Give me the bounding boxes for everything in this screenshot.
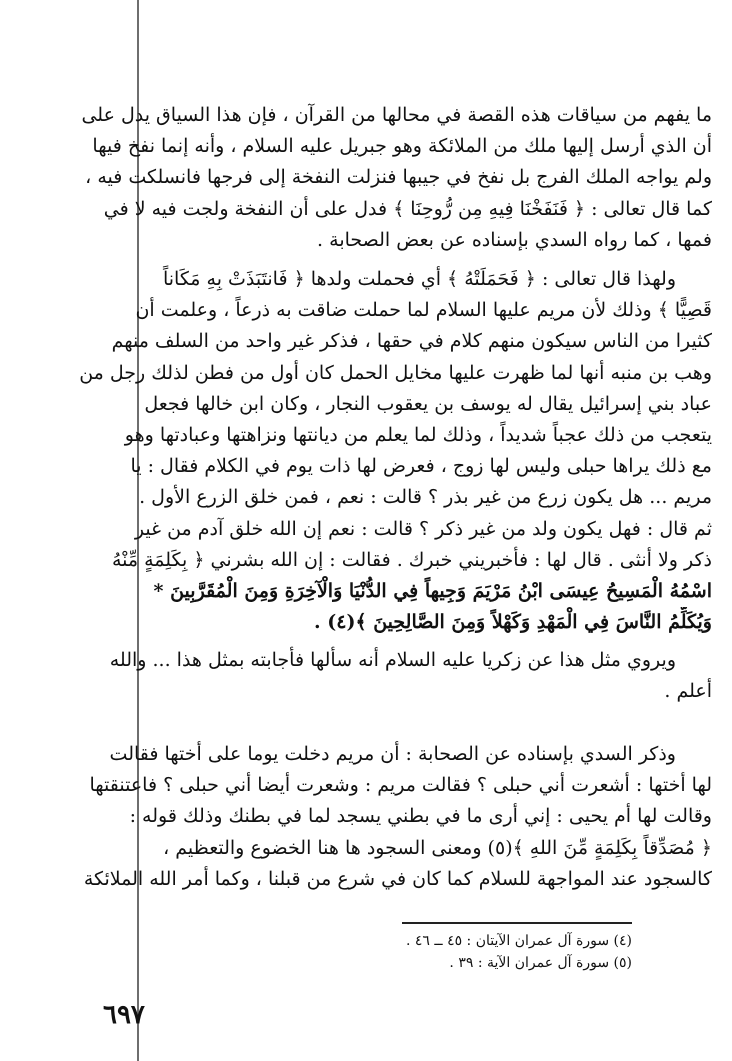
text-line: فمها ، كما رواه السدي بإسناده عن بعض الصحابة . — [317, 228, 712, 251]
text-line: قَصِيًّا ﴾ وذلك لأن مريم عليها السلام لما حملت ضاقت به ذرعاً ، وعلمت أن — [135, 299, 712, 322]
text-line: وقالت لها أم يحيى : إني أرى ما في بطني يسجد لما في بطنك وذلك قوله : — [129, 805, 712, 828]
paragraph-2 — [60, 264, 712, 638]
page-number: ٦٩٧ — [103, 1000, 145, 1030]
text-line: لها أختها : أشعرت أني حبلى ؟ فقالت مريم : وشعرت أيضا أني حبلى ؟ فاعتنقتها — [89, 774, 712, 797]
text-line: مع ذلك يراها حبلى وليس لها زوج ، فعرض لها ذات يوم في الكلام فقال : يا — [130, 455, 712, 478]
text-line: كثيرا من الناس سيكون منهم كلام في حقها ، فذكر غير واحد من السلف منهم — [111, 330, 712, 353]
paragraph-3 — [60, 645, 712, 707]
text-line: أعلم . — [664, 680, 712, 703]
text-line: وذكر السدي بإسناده عن الصحابة : أن مريم دخلت يوما على أختها فقالت — [109, 743, 676, 765]
text-line: وهب بن منبه أنها لما ظهرت عليها مخايل الحمل كان أول من فطن لذلك رجل من — [79, 361, 712, 384]
text-line: ﴿ مُصَدِّقاً بِكَلِمَةٍ مِّنَ اللهِ ﴾(٥) ومعنى السجود ها هنا الخضوع والتعظيم ، — [163, 836, 712, 859]
quran-verse-line: اسْمُهُ الْمَسِيحُ عِيسَى ابْنُ مَرْيَمَ وَجِيهاً فِي الدُّنْيَا وَالْآخِرَةِ وَمِنَ الْمُقَرَّبِينَ * — [153, 580, 712, 603]
text-line: ويروي مثل هذا عن زكريا عليه السلام أنه سألها فأجابته بمثل هذا ... والله — [109, 649, 676, 671]
text-line: عباد بني إسرائيل يقال له يوسف بن يعقوب النجار ، وكان ابن خالها فجعل — [144, 392, 712, 415]
quran-verse-line: وَيُكَلِّمُ النَّاسَ فِي الْمَهْدِ وَكَهْلاً وَمِنَ الصَّالِحِينَ ﴾(٤) . — [314, 611, 712, 634]
text-line: كالسجود عند المواجهة للسلام كما كان في شرع من قبلنا ، وكما أمر الله الملائكة — [83, 867, 712, 890]
text-line: يتعجب من ذلك عجباً شديداً ، وذلك لما يعلم من ديانتها ونزاهتها وعبادتها وهو — [124, 424, 712, 447]
text-line: أن الذي أرسل إليها ملك من الملائكة وهو جبريل عليه السلام ، وأنه إنما نفخ فيها — [92, 135, 712, 158]
text-line: مريم ... هل يكون زرع من غير بذر ؟ قالت : نعم ، فمن خلق الزرع الأول . — [139, 486, 712, 509]
paragraph-1 — [60, 100, 712, 256]
footnote: (٥) سورة آل عمران الآية : ٣٩ . — [449, 955, 632, 971]
footnotes — [132, 930, 632, 974]
footnote-divider — [402, 922, 632, 924]
text-line: ذكر ولا أنثى . قال لها : فأخبريني خبرك . فقالت : إن الله بشرني ﴿ بِكَلِمَةٍ مِّنْهُ — [111, 548, 712, 571]
text-line: ولم يواجه الملك الفرج بل نفخ في جيبها فنزلت النفخة إلى فرجها فانسلكت فيه ، — [85, 166, 712, 189]
text-line: ولهذا قال تعالى : ﴿ فَحَمَلَتْهُ ﴾ أي فحملت ولدها ﴿ فَانتَبَذَتْ بِهِ مَكَاناً — [162, 268, 676, 290]
footnote: (٤) سورة آل عمران الآيتان : ٤٥ ــ ٤٦ . — [406, 933, 632, 949]
paragraph-4 — [60, 739, 712, 895]
text-line: ثم قال : فهل يكون ولد من غير ذكر ؟ قالت : نعم إن الله خلق آدم من غير — [134, 517, 712, 540]
text-line: كما قال تعالى : ﴿ فَنَفَخْنَا فِيهِ مِن رُّوحِنَا ﴾ فدل على أن النفخة ولجت فيه لا في — [103, 197, 712, 220]
text-line: ما يفهم من سياقات هذه القصة في محالها من القرآن ، فإن هذا السياق يدل على — [81, 104, 712, 126]
